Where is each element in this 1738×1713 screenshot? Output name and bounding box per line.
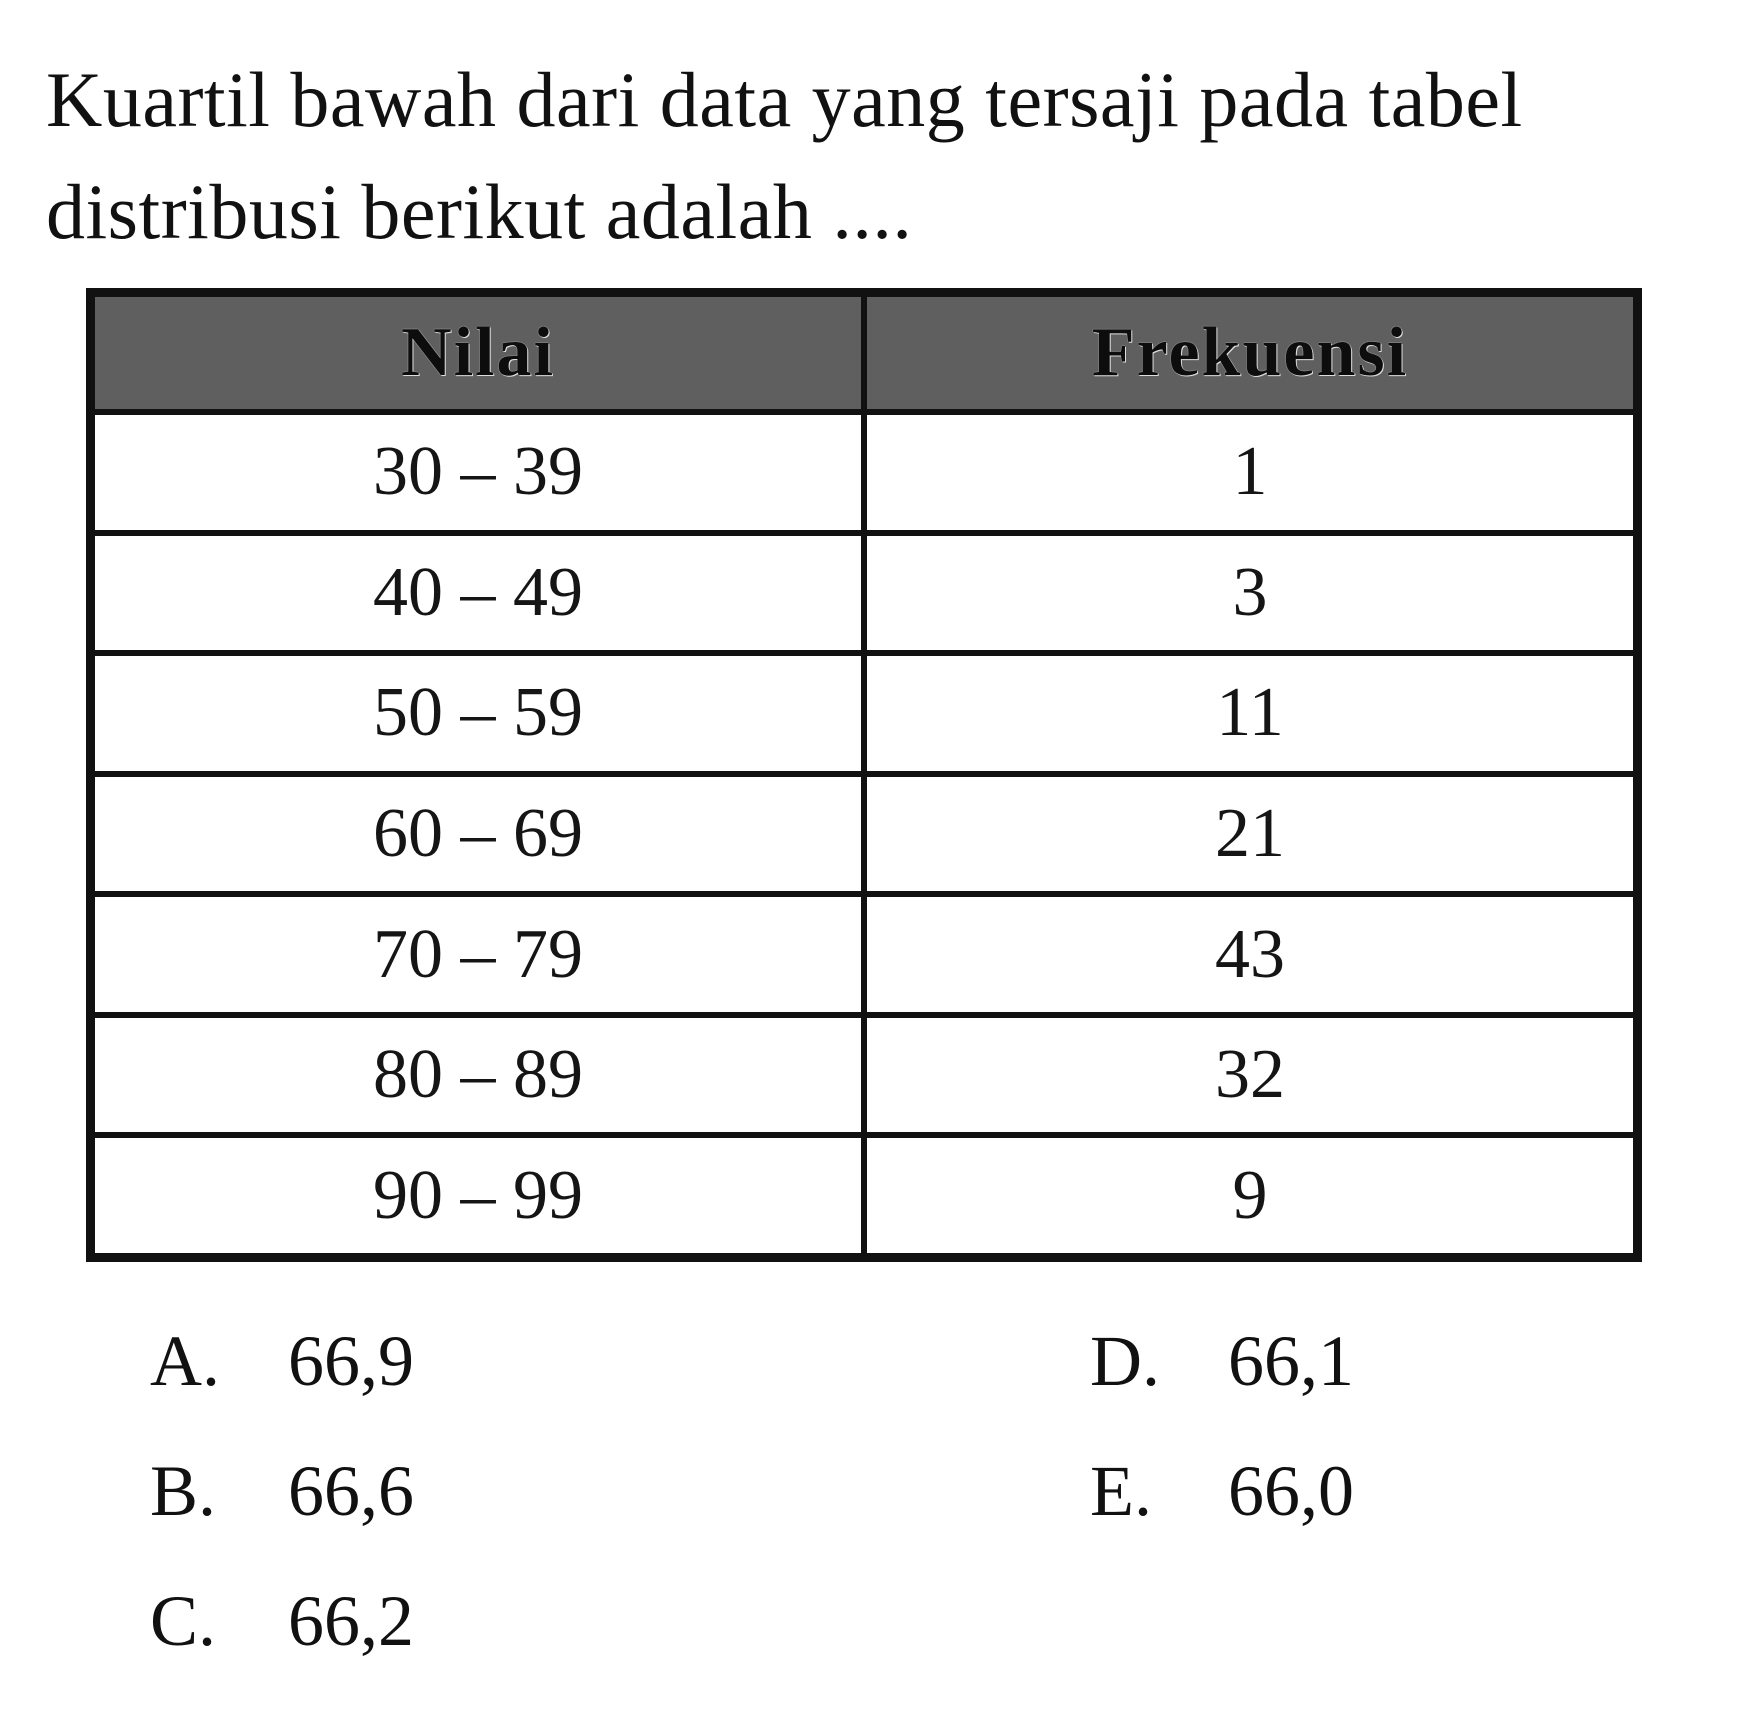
option-value: 66,1 [1228,1321,1354,1401]
option-letter: A. [150,1321,220,1401]
cell-frekuensi: 21 [867,777,1633,892]
option-d[interactable] [1090,1296,1354,1426]
cell-nilai: 70 – 79 [95,897,861,1012]
table-row [95,777,1633,892]
option-value: 66,9 [288,1321,414,1401]
cell-frekuensi: 9 [867,1138,1633,1253]
table-row [95,536,1633,651]
cell-frekuensi: 32 [867,1018,1633,1133]
cell-nilai: 80 – 89 [95,1018,861,1133]
answer-options [150,1296,1650,1696]
cell-frekuensi: 43 [867,897,1633,1012]
table-row [95,1138,1633,1253]
cell-frekuensi: 11 [867,656,1633,771]
frequency-table [89,291,1639,1259]
cell-frekuensi: 1 [867,415,1633,530]
option-letter: E. [1090,1451,1152,1531]
table-header-row [95,297,1633,409]
option-value: 66,6 [288,1451,414,1531]
option-letter: C. [150,1581,217,1661]
option-letter: B. [150,1451,217,1531]
cell-nilai: 50 – 59 [95,656,861,771]
option-letter: D. [1090,1321,1160,1401]
option-value: 66,2 [288,1581,414,1661]
option-a[interactable] [150,1296,414,1426]
header-frekuensi: Frekuensi [867,297,1633,409]
table-row [95,1018,1633,1133]
header-nilai: Nilai [95,297,861,409]
question-text: Kuartil bawah dari data yang tersaji pada tabel distribusi berikut adalah .... [46,56,1523,255]
option-c[interactable] [150,1556,414,1686]
cell-nilai: 30 – 39 [95,415,861,530]
cell-nilai: 60 – 69 [95,777,861,892]
option-e[interactable] [1090,1426,1354,1556]
cell-frekuensi: 3 [867,536,1633,651]
distribution-table [86,288,1642,1262]
table-row [95,656,1633,771]
option-value: 66,0 [1228,1451,1354,1531]
table-row [95,415,1633,530]
option-b[interactable] [150,1426,414,1556]
table-row [95,897,1633,1012]
cell-nilai: 40 – 49 [95,536,861,651]
cell-nilai: 90 – 99 [95,1138,861,1253]
